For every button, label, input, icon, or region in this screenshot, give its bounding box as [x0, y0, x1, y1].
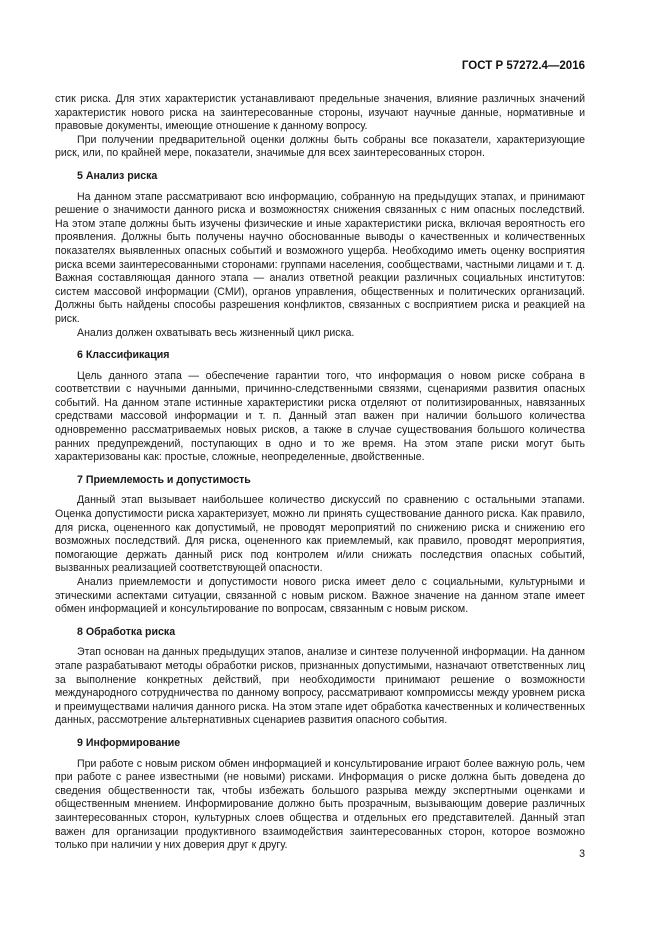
- paragraph: стик риска. Для этих характеристик устанавливают предельные значения, влияние различных значений характеристик нового риска на заинтересованные стороны, изучают научные данные, нормативные и правовые документы, имеющие отношение к данному вопросу.: [55, 93, 585, 133]
- paragraph: При получении предварительной оценки должны быть собраны все показатели, характеризующие риск, или, по крайней мере, показатели, значимые для всех заинтересованных сторон.: [55, 133, 585, 160]
- paragraph: Этап основан на данных предыдущих этапов, анализе и синтезе полученной информации. На данном этапе разрабатывают методы обработки рисков, признанных допустимыми, назначают ответственных лиц за выполнение конкретных действий, при необходимости принимают решение о возможности международного сотрудничества по данному вопросу, рассматривают компромиссы между уровнем риска и преимуществами наличия данного риска. На этом этапе идет обработка качественных и количественных данных, рассмотрение альтернативных сценариев развития опасного события.: [55, 646, 585, 727]
- paragraph: Анализ должен охватывать весь жизненный цикл риска.: [77, 326, 355, 339]
- section-heading-6: 6 Классификация: [77, 349, 170, 362]
- section-heading-8: 8 Обработка риска: [77, 625, 176, 638]
- section-heading-9: 9 Информирование: [77, 736, 181, 749]
- paragraph: При работе с новым риском обмен информацией и консультирование играют более важную роль, чем при работе с ранее известными (не новыми) рисками. Информация о риске должна быть доведена до сведения общественности так, чтобы избежать большого разрыва между экспертными оценками и общественным мнением. Информирование должно быть прозрачным, вызывающим доверие различных заинтересованных сторон, культурных слоев общества и отдельных его представителей. Данный этап важен для организации продуктивного взаимодействия заинтересованных сторон, которое возможно только при наличии у них доверия друг к другу.: [55, 757, 585, 852]
- paragraph: Данный этап вызывает наибольшее количество дискуссий по сравнению с остальными этапами. Оценка допустимости риска характеризует, можно ли принять существование данного риска. Как правило, для риска, оцененного как допустимый, не проводят мероприятий по снижению риска и снижению его возможных последствий. Для риска, оцененного как приемлемый, как правило, проводят мероприятия, помогающие держать данный риск под контролем и/или снижать последствия опасных событий, вызванных реализацией соответствующей опасности.: [55, 494, 585, 575]
- section-heading-5: 5 Анализ риска: [77, 169, 158, 182]
- document-body: [55, 93, 585, 853]
- paragraph: На данном этапе рассматривают всю информацию, собранную на предыдущих этапах, и принимают решение о значимости данного риска и возможностях снижения связанных с ним опасных последствий. На этом этапе должны быть изучены физические и иные характеристики риска, включая вероятность его проявления. Должны быть получены научно обоснованные выводы о качественных и количественных показателях выявленных опасных событий и возможного ущерба. Необходимо иметь оценку восприятия риска всеми заинтересованными сторонами: группами населения, сообществами, частными лицами и т. д. Важная составляющая данного этапа — анализ ответной реакции различных социальных институтов: систем массовой информации (СМИ), органов управления, общественных и политических организаций. Должны быть найдены способы разрешения конфликтов, связанных с восприятием риска и реакцией на риск.: [55, 190, 585, 325]
- paragraph: Анализ приемлемости и допустимости нового риска имеет дело с социальными, культурными и этическими аспектами ситуации, связанной с новым риском. Важное значение на данном этапе имеет обмен информацией и консультирование по вопросам, связанным с новым риском.: [55, 576, 585, 616]
- section-heading-7: 7 Приемлемость и допустимость: [77, 473, 251, 486]
- document-code: ГОСТ Р 57272.4—2016: [461, 60, 585, 72]
- page-number: 3: [579, 848, 585, 860]
- paragraph: Цель данного этапа — обеспечение гарантии того, что информация о новом риске собрана в соответствии с научными данными, причинно-следственными связями, сценариями развития опасных событий. На данном этапе истинные характеристики риска отделяют от политизированных, навязанных средствами массовой информации и т. п. Данный этап важен при наличии большого количества одновременно рассматриваемых новых рисков, а также в случае существования большого количества ранних предупреждений, поступающих в одно и то же время. На этом этапе риски могут быть характеризованы как: простые, сложные, неопределенные, двойственные.: [55, 369, 585, 464]
